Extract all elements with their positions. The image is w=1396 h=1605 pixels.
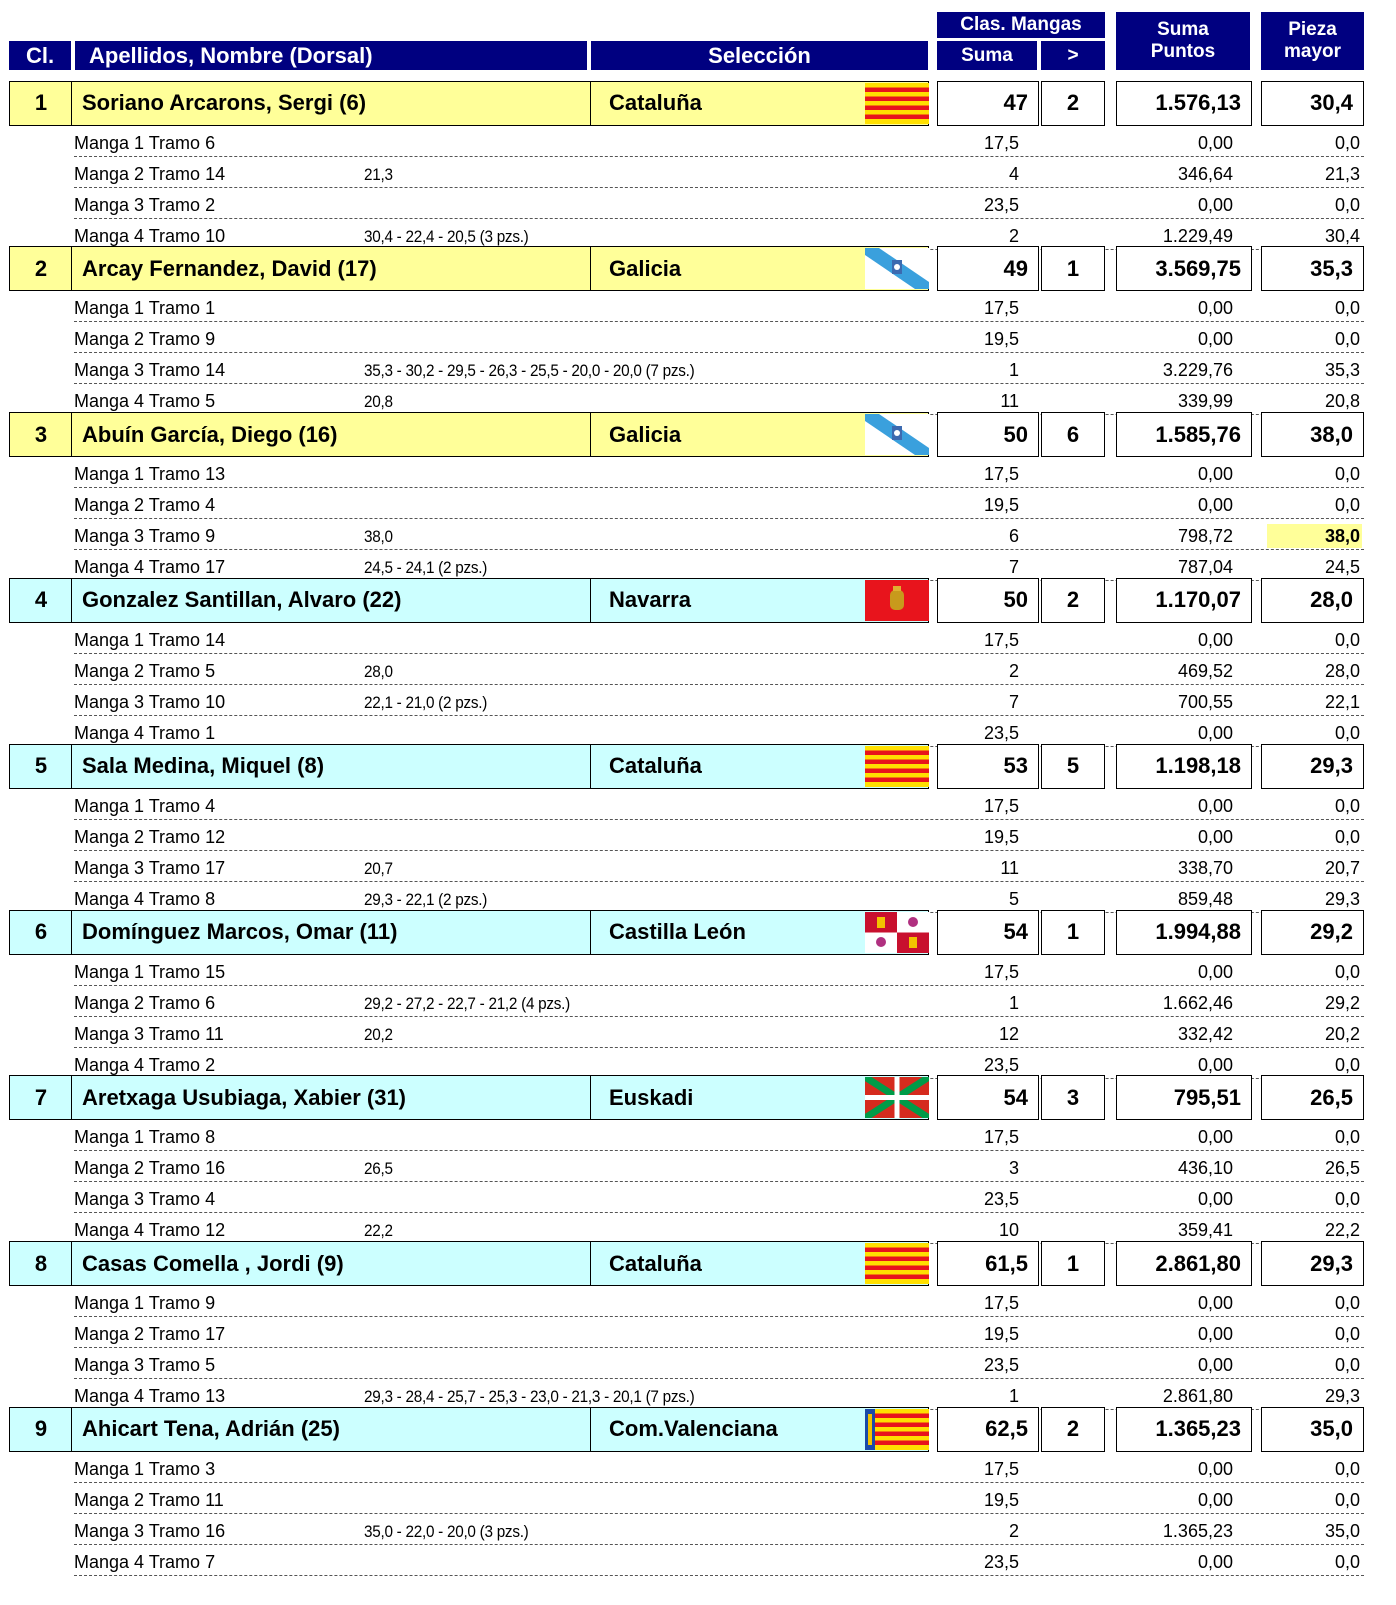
suma-cell: 50 [937, 412, 1039, 457]
manga-max-piece: 24,5 [1324, 557, 1360, 578]
competitor-name: Arcay Fernandez, David (17) [71, 246, 592, 291]
suma-cell: 47 [937, 81, 1039, 126]
manga-points: 787,04 [1177, 557, 1233, 578]
manga-row [74, 322, 1364, 353]
catalonia-flag [865, 1243, 929, 1284]
manga-row [74, 457, 1364, 488]
manga-points: 0,00 [1197, 826, 1233, 847]
manga-max-piece: 35,3 [1324, 360, 1360, 381]
competitor-row [9, 1241, 1364, 1286]
manga-points: 0,00 [1197, 1293, 1233, 1314]
pieces-list: 29,3 - 28,4 - 25,7 - 25,3 - 23,0 - 21,3 - 20,1 (7 pzs.) [364, 1387, 695, 1407]
manga-max-piece: 0,0 [1334, 1324, 1360, 1345]
manga-row [74, 955, 1364, 986]
manga-points: 859,48 [1177, 888, 1233, 909]
suma-puntos-cell: 1.576,13 [1116, 81, 1252, 126]
pieces-list: 35,0 - 22,0 - 20,0 (3 pzs.) [364, 1521, 529, 1541]
manga-row [74, 1379, 1364, 1410]
manga-row [74, 1286, 1364, 1317]
manga-row [74, 291, 1364, 322]
rank-cell: 2 [9, 246, 73, 291]
manga-row [74, 550, 1364, 581]
competitor-name: Abuín García, Diego (16) [71, 412, 592, 457]
manga-label: Manga 4 Tramo 8 [74, 888, 216, 909]
manga-row [74, 1213, 1364, 1244]
gt-cell: 2 [1041, 578, 1105, 623]
manga-max-piece: 29,2 [1324, 992, 1360, 1013]
manga-row [74, 1120, 1364, 1151]
manga-row [74, 1017, 1364, 1048]
rank-cell: 5 [9, 744, 73, 789]
manga-label: Manga 2 Tramo 17 [74, 1324, 226, 1345]
gt-cell: 5 [1041, 744, 1105, 789]
pieces-list: 35,3 - 30,2 - 29,5 - 26,3 - 25,5 - 20,0 - 20,0 (7 pzs.) [364, 361, 695, 381]
manga-label: Manga 1 Tramo 14 [74, 629, 226, 650]
manga-label: Manga 3 Tramo 10 [74, 691, 226, 712]
gt-cell: 2 [1041, 1407, 1105, 1452]
manga-max-piece: 0,0 [1334, 826, 1360, 847]
pieza-mayor-cell: 38,0 [1261, 412, 1364, 457]
manga-row [74, 1182, 1364, 1213]
manga-label: Manga 3 Tramo 17 [74, 857, 226, 878]
manga-position: 19,5 [983, 329, 1019, 350]
manga-position: 2 [1008, 660, 1019, 681]
manga-label: Manga 3 Tramo 9 [74, 526, 216, 547]
manga-max-piece: 0,0 [1334, 1489, 1360, 1510]
manga-label: Manga 1 Tramo 15 [74, 961, 226, 982]
header-gt: > [1041, 41, 1105, 70]
suma-puntos-cell: 1.170,07 [1116, 578, 1252, 623]
manga-points: 339,99 [1177, 391, 1233, 412]
manga-position: 19,5 [983, 1489, 1019, 1510]
manga-row [74, 1545, 1364, 1576]
manga-position: 6 [1008, 526, 1019, 547]
manga-label: Manga 4 Tramo 10 [74, 225, 226, 246]
manga-row [74, 882, 1364, 913]
suma-cell: 62,5 [937, 1407, 1039, 1452]
competitor-row [9, 412, 1364, 457]
manga-points: 0,00 [1197, 194, 1233, 215]
suma-puntos-cell: 1.198,18 [1116, 744, 1252, 789]
manga-points: 0,00 [1197, 1189, 1233, 1210]
manga-label: Manga 4 Tramo 17 [74, 557, 226, 578]
manga-max-piece: 29,3 [1324, 888, 1360, 909]
manga-label: Manga 4 Tramo 5 [74, 391, 216, 412]
competitor-row [9, 1407, 1364, 1452]
selection-name: Cataluña [590, 81, 929, 126]
manga-points: 0,00 [1197, 1489, 1233, 1510]
manga-row [74, 519, 1364, 550]
suma-puntos-cell: 1.585,76 [1116, 412, 1252, 457]
manga-max-piece: 0,0 [1334, 298, 1360, 319]
competitor-name: Aretxaga Usubiaga, Xabier (31) [71, 1075, 592, 1120]
manga-max-piece: 0,0 [1334, 329, 1360, 350]
manga-label: Manga 1 Tramo 3 [74, 1458, 216, 1479]
gt-cell: 3 [1041, 1075, 1105, 1120]
manga-label: Manga 2 Tramo 16 [74, 1158, 226, 1179]
manga-position: 23,5 [983, 1551, 1019, 1572]
suma-cell: 61,5 [937, 1241, 1039, 1286]
catalonia-flag [865, 746, 929, 787]
manga-points: 3.229,76 [1162, 360, 1233, 381]
manga-max-piece: 26,5 [1324, 1158, 1360, 1179]
manga-max-piece: 0,0 [1334, 722, 1360, 743]
manga-label: Manga 2 Tramo 11 [74, 1489, 224, 1510]
manga-label: Manga 3 Tramo 5 [74, 1355, 216, 1376]
manga-label: Manga 1 Tramo 13 [74, 464, 226, 485]
competitor-row [9, 744, 1364, 789]
manga-row [74, 219, 1364, 250]
manga-row [74, 1317, 1364, 1348]
gt-cell: 1 [1041, 246, 1105, 291]
manga-position: 5 [1008, 888, 1019, 909]
manga-row [74, 654, 1364, 685]
manga-position: 11 [1000, 391, 1019, 412]
manga-points: 0,00 [1197, 722, 1233, 743]
manga-row [74, 488, 1364, 519]
castilla-leon-flag [865, 912, 929, 953]
navarra-flag [865, 580, 929, 621]
manga-position: 17,5 [983, 1127, 1019, 1148]
pieza-mayor-cell: 29,2 [1261, 910, 1364, 955]
header-suma: Suma [937, 41, 1037, 70]
manga-row [74, 685, 1364, 716]
gt-cell: 1 [1041, 1241, 1105, 1286]
manga-position: 23,5 [983, 1355, 1019, 1376]
manga-max-piece: 29,3 [1324, 1386, 1360, 1407]
manga-points: 0,00 [1197, 1551, 1233, 1572]
manga-row [74, 353, 1364, 384]
pieces-list: 28,0 [364, 661, 393, 681]
competitor-name: Soriano Arcarons, Sergi (6) [71, 81, 592, 126]
manga-max-piece: 0,0 [1334, 1293, 1360, 1314]
manga-points: 332,42 [1177, 1023, 1233, 1044]
pieza-mayor-cell: 35,0 [1261, 1407, 1364, 1452]
manga-row [74, 1483, 1364, 1514]
manga-label: Manga 1 Tramo 9 [74, 1293, 216, 1314]
suma-cell: 54 [937, 910, 1039, 955]
manga-points: 0,00 [1197, 961, 1233, 982]
manga-label: Manga 1 Tramo 1 [74, 298, 216, 319]
manga-points: 338,70 [1177, 857, 1233, 878]
manga-max-piece: 22,1 [1324, 691, 1360, 712]
pieces-list: 22,1 - 21,0 (2 pzs.) [364, 692, 488, 712]
manga-position: 7 [1008, 691, 1019, 712]
manga-row [74, 623, 1364, 654]
competitor-name: Ahicart Tena, Adrián (25) [71, 1407, 592, 1452]
manga-points: 0,00 [1197, 1324, 1233, 1345]
manga-label: Manga 4 Tramo 13 [74, 1386, 226, 1407]
manga-row [74, 1514, 1364, 1545]
manga-max-piece: 35,0 [1324, 1520, 1360, 1541]
pieza-mayor-cell: 28,0 [1261, 578, 1364, 623]
manga-label: Manga 4 Tramo 12 [74, 1220, 226, 1241]
competitor-row [9, 1075, 1364, 1120]
manga-max-piece: 38,0 [1267, 524, 1362, 548]
selection-name: Cataluña [590, 1241, 929, 1286]
manga-label: Manga 1 Tramo 8 [74, 1127, 216, 1148]
gt-cell: 6 [1041, 412, 1105, 457]
manga-label: Manga 3 Tramo 16 [74, 1520, 226, 1541]
selection-name: Com.Valenciana [590, 1407, 929, 1452]
suma-puntos-cell: 795,51 [1116, 1075, 1252, 1120]
pieces-list: 20,8 [364, 392, 393, 412]
manga-label: Manga 1 Tramo 4 [74, 795, 216, 816]
manga-points: 0,00 [1197, 495, 1233, 516]
manga-label: Manga 2 Tramo 5 [74, 660, 216, 681]
manga-label: Manga 1 Tramo 6 [74, 132, 216, 153]
rank-cell: 4 [9, 578, 73, 623]
manga-row [74, 126, 1364, 157]
manga-points: 0,00 [1197, 464, 1233, 485]
manga-position: 17,5 [983, 629, 1019, 650]
suma-cell: 54 [937, 1075, 1039, 1120]
manga-position: 4 [1008, 163, 1019, 184]
pieza-mayor-cell: 30,4 [1261, 81, 1364, 126]
manga-row [74, 157, 1364, 188]
manga-label: Manga 2 Tramo 4 [74, 495, 216, 516]
manga-row [74, 820, 1364, 851]
manga-max-piece: 0,0 [1334, 1458, 1360, 1479]
rank-cell: 9 [9, 1407, 73, 1452]
suma-cell: 53 [937, 744, 1039, 789]
pieza-mayor-cell: 29,3 [1261, 744, 1364, 789]
header-suma-puntos-line1: Suma [1157, 19, 1209, 40]
selection-name: Galicia [590, 246, 929, 291]
manga-position: 17,5 [983, 795, 1019, 816]
pieces-list: 30,4 - 22,4 - 20,5 (3 pzs.) [364, 226, 529, 246]
catalonia-flag [865, 83, 929, 124]
manga-points: 0,00 [1197, 1054, 1233, 1075]
header-pieza-line1: Pieza [1288, 19, 1337, 40]
pieza-mayor-cell: 35,3 [1261, 246, 1364, 291]
manga-label: Manga 3 Tramo 14 [74, 360, 226, 381]
pieces-list: 20,2 [364, 1024, 393, 1044]
manga-label: Manga 2 Tramo 6 [74, 992, 216, 1013]
selection-name: Cataluña [590, 744, 929, 789]
manga-label: Manga 3 Tramo 2 [74, 194, 216, 215]
manga-position: 23,5 [983, 1054, 1019, 1075]
competitor-name: Casas Comella , Jordi (9) [71, 1241, 592, 1286]
rank-cell: 1 [9, 81, 73, 126]
manga-position: 17,5 [983, 1293, 1019, 1314]
manga-label: Manga 2 Tramo 14 [74, 163, 226, 184]
manga-points: 0,00 [1197, 1355, 1233, 1376]
suma-puntos-cell: 2.861,80 [1116, 1241, 1252, 1286]
pieces-list: 38,0 [364, 527, 393, 547]
suma-puntos-cell: 3.569,75 [1116, 246, 1252, 291]
manga-points: 798,72 [1177, 526, 1233, 547]
header-selection: Selección [591, 41, 928, 70]
manga-position: 2 [1008, 1520, 1019, 1541]
manga-points: 0,00 [1197, 298, 1233, 319]
rank-cell: 3 [9, 412, 73, 457]
rank-cell: 7 [9, 1075, 73, 1120]
manga-points: 346,64 [1177, 163, 1233, 184]
manga-points: 700,55 [1177, 691, 1233, 712]
manga-points: 0,00 [1197, 1458, 1233, 1479]
competitor-row [9, 910, 1364, 955]
manga-position: 17,5 [983, 464, 1019, 485]
manga-position: 11 [1000, 857, 1019, 878]
suma-cell: 50 [937, 578, 1039, 623]
dashed-divider [74, 1575, 1364, 1576]
manga-max-piece: 0,0 [1334, 961, 1360, 982]
manga-max-piece: 21,3 [1324, 163, 1360, 184]
manga-row [74, 851, 1364, 882]
suma-puntos-cell: 1.365,23 [1116, 1407, 1252, 1452]
manga-position: 23,5 [983, 1189, 1019, 1210]
manga-position: 2 [1008, 225, 1019, 246]
suma-puntos-cell: 1.994,88 [1116, 910, 1252, 955]
manga-max-piece: 20,7 [1324, 857, 1360, 878]
manga-points: 2.861,80 [1162, 1386, 1233, 1407]
manga-row [74, 384, 1364, 415]
manga-row [74, 1048, 1364, 1079]
competitor-row [9, 578, 1364, 623]
manga-position: 10 [998, 1220, 1019, 1241]
manga-max-piece: 0,0 [1334, 1189, 1360, 1210]
manga-position: 3 [1008, 1158, 1019, 1179]
rank-cell: 6 [9, 910, 73, 955]
manga-points: 0,00 [1197, 1127, 1233, 1148]
gt-cell: 1 [1041, 910, 1105, 955]
manga-max-piece: 30,4 [1324, 225, 1360, 246]
manga-position: 1 [1008, 1386, 1019, 1407]
manga-max-piece: 0,0 [1334, 1127, 1360, 1148]
manga-points: 0,00 [1197, 795, 1233, 816]
valencia-flag [865, 1409, 929, 1450]
manga-max-piece: 0,0 [1334, 795, 1360, 816]
manga-label: Manga 3 Tramo 11 [74, 1023, 224, 1044]
manga-max-piece: 0,0 [1334, 629, 1360, 650]
gt-cell: 2 [1041, 81, 1105, 126]
selection-name: Galicia [590, 412, 929, 457]
manga-points: 1.365,23 [1162, 1520, 1233, 1541]
manga-label: Manga 4 Tramo 1 [74, 722, 216, 743]
manga-row [74, 1452, 1364, 1483]
manga-max-piece: 0,0 [1334, 464, 1360, 485]
manga-max-piece: 0,0 [1334, 194, 1360, 215]
pieces-list: 29,2 - 27,2 - 22,7 - 21,2 (4 pzs.) [364, 993, 570, 1013]
manga-label: Manga 3 Tramo 4 [74, 1189, 216, 1210]
competitor-name: Domínguez Marcos, Omar (11) [71, 910, 592, 955]
manga-label: Manga 4 Tramo 2 [74, 1054, 216, 1075]
manga-points: 436,10 [1177, 1158, 1233, 1179]
competitor-name: Gonzalez Santillan, Alvaro (22) [71, 578, 592, 623]
manga-points: 0,00 [1197, 629, 1233, 650]
header-rank: Cl. [9, 41, 71, 70]
manga-position: 19,5 [983, 1324, 1019, 1345]
manga-points: 1.229,49 [1162, 225, 1233, 246]
competitor-row [9, 81, 1364, 126]
manga-points: 1.662,46 [1162, 992, 1233, 1013]
header-suma-puntos-line2: Puntos [1150, 41, 1216, 62]
manga-label: Manga 4 Tramo 7 [74, 1551, 216, 1572]
euskadi-flag [865, 1077, 929, 1118]
header-clas-mangas: Clas. Mangas [937, 12, 1105, 38]
manga-max-piece: 0,0 [1334, 1054, 1360, 1075]
manga-position: 7 [1008, 557, 1019, 578]
manga-max-piece: 0,0 [1334, 495, 1360, 516]
manga-row [74, 188, 1364, 219]
manga-max-piece: 22,2 [1324, 1220, 1360, 1241]
manga-max-piece: 20,8 [1324, 391, 1360, 412]
pieza-mayor-cell: 26,5 [1261, 1075, 1364, 1120]
pieza-mayor-cell: 29,3 [1261, 1241, 1364, 1286]
manga-position: 23,5 [983, 722, 1019, 743]
manga-points: 359,41 [1177, 1220, 1233, 1241]
pieces-list: 22,2 [364, 1221, 393, 1241]
manga-max-piece: 0,0 [1334, 1551, 1360, 1572]
competitor-name: Sala Medina, Miquel (8) [71, 744, 592, 789]
rank-cell: 8 [9, 1241, 73, 1286]
manga-row [74, 789, 1364, 820]
manga-row [74, 716, 1364, 747]
competitor-row [9, 246, 1364, 291]
manga-position: 19,5 [983, 495, 1019, 516]
manga-position: 1 [1008, 360, 1019, 381]
manga-position: 17,5 [983, 132, 1019, 153]
galicia-flag [865, 248, 929, 289]
galicia-flag [865, 414, 929, 455]
manga-points: 0,00 [1197, 329, 1233, 350]
manga-position: 17,5 [983, 298, 1019, 319]
selection-name: Navarra [590, 578, 929, 623]
pieces-list: 21,3 [364, 164, 393, 184]
pieces-list: 20,7 [364, 858, 393, 878]
pieces-list: 29,3 - 22,1 (2 pzs.) [364, 889, 488, 909]
manga-label: Manga 2 Tramo 9 [74, 329, 216, 350]
manga-position: 12 [998, 1023, 1019, 1044]
manga-points: 469,52 [1177, 660, 1233, 681]
manga-row [74, 1348, 1364, 1379]
manga-row [74, 986, 1364, 1017]
selection-name: Euskadi [590, 1075, 929, 1120]
manga-row [74, 1151, 1364, 1182]
manga-points: 0,00 [1197, 132, 1233, 153]
manga-position: 17,5 [983, 1458, 1019, 1479]
manga-label: Manga 2 Tramo 12 [74, 826, 226, 847]
manga-position: 17,5 [983, 961, 1019, 982]
pieces-list: 24,5 - 24,1 (2 pzs.) [364, 558, 488, 578]
selection-name: Castilla León [590, 910, 929, 955]
manga-max-piece: 28,0 [1324, 660, 1360, 681]
manga-max-piece: 0,0 [1334, 1355, 1360, 1376]
manga-position: 1 [1008, 992, 1019, 1013]
manga-max-piece: 20,2 [1324, 1023, 1360, 1044]
manga-position: 23,5 [983, 194, 1019, 215]
manga-position: 19,5 [983, 826, 1019, 847]
pieces-list: 26,5 [364, 1159, 393, 1179]
manga-max-piece: 0,0 [1334, 132, 1360, 153]
header-name: Apellidos, Nombre (Dorsal) [75, 41, 587, 70]
header-pieza-line2: mayor [1283, 41, 1342, 62]
suma-cell: 49 [937, 246, 1039, 291]
